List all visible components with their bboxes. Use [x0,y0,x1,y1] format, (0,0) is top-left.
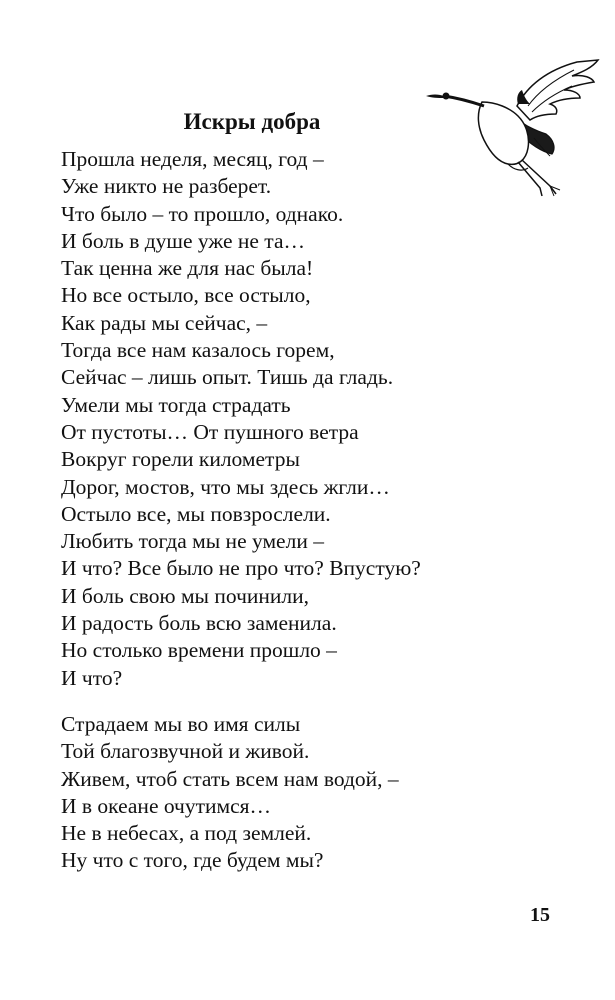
poem-line: От пустоты… От пушного ветра [61,419,359,444]
poem-line: Прошла неделя, месяц, год – [61,147,324,171]
poem-line: Ну что с того, где будем мы? [61,848,324,873]
page-number: 15 [530,904,550,926]
stanza-1 [61,146,421,692]
poem-line: Той благозвучной и живой. [61,739,310,764]
poem-line: И боль свою мы починили, [61,583,310,608]
poem-line: Уже никто не разберет. [61,174,272,199]
poem-line: И что? [61,665,123,690]
poem-line: И в океане очутимся… [61,793,272,818]
stanza-2 [61,711,399,875]
poem-line: Сейчас – лишь опыт. Тишь да гладь. [61,365,394,390]
poem-line: И что? Все было не про что? Впустую? [61,556,421,581]
poem-line: Но столько времени прошло – [61,638,337,663]
poem-title: Искры добра [183,109,321,134]
poem-line: Тогда все нам казалось горем, [61,338,335,363]
poem-line: Дорог, мостов, что мы здесь жгли… [61,474,390,499]
poem-line: И боль в душе уже не та… [61,228,305,253]
poem-line: Страдаем мы во имя силы [61,712,301,736]
poem-line: Остыло все, мы повзрослели. [61,501,331,526]
poem-line: Умели мы тогда страдать [61,392,291,417]
poem-line: Так ценна же для нас была! [61,256,314,281]
poem-line: Как рады мы сейчас, – [61,310,268,335]
poem-line: Но все остыло, все остыло, [61,283,311,308]
poem-line: Вокруг горели километры [61,447,300,472]
poem-line: Что было – то прошло, однако. [61,201,344,226]
poem-line: Не в небесах, а под землей. [61,821,312,846]
poem-line: Любить тогда мы не умели – [61,529,324,554]
poem-line: И радость боль всю заменила. [61,611,337,636]
poem-line: Живем, чтоб стать всем нам водой, – [61,766,399,791]
